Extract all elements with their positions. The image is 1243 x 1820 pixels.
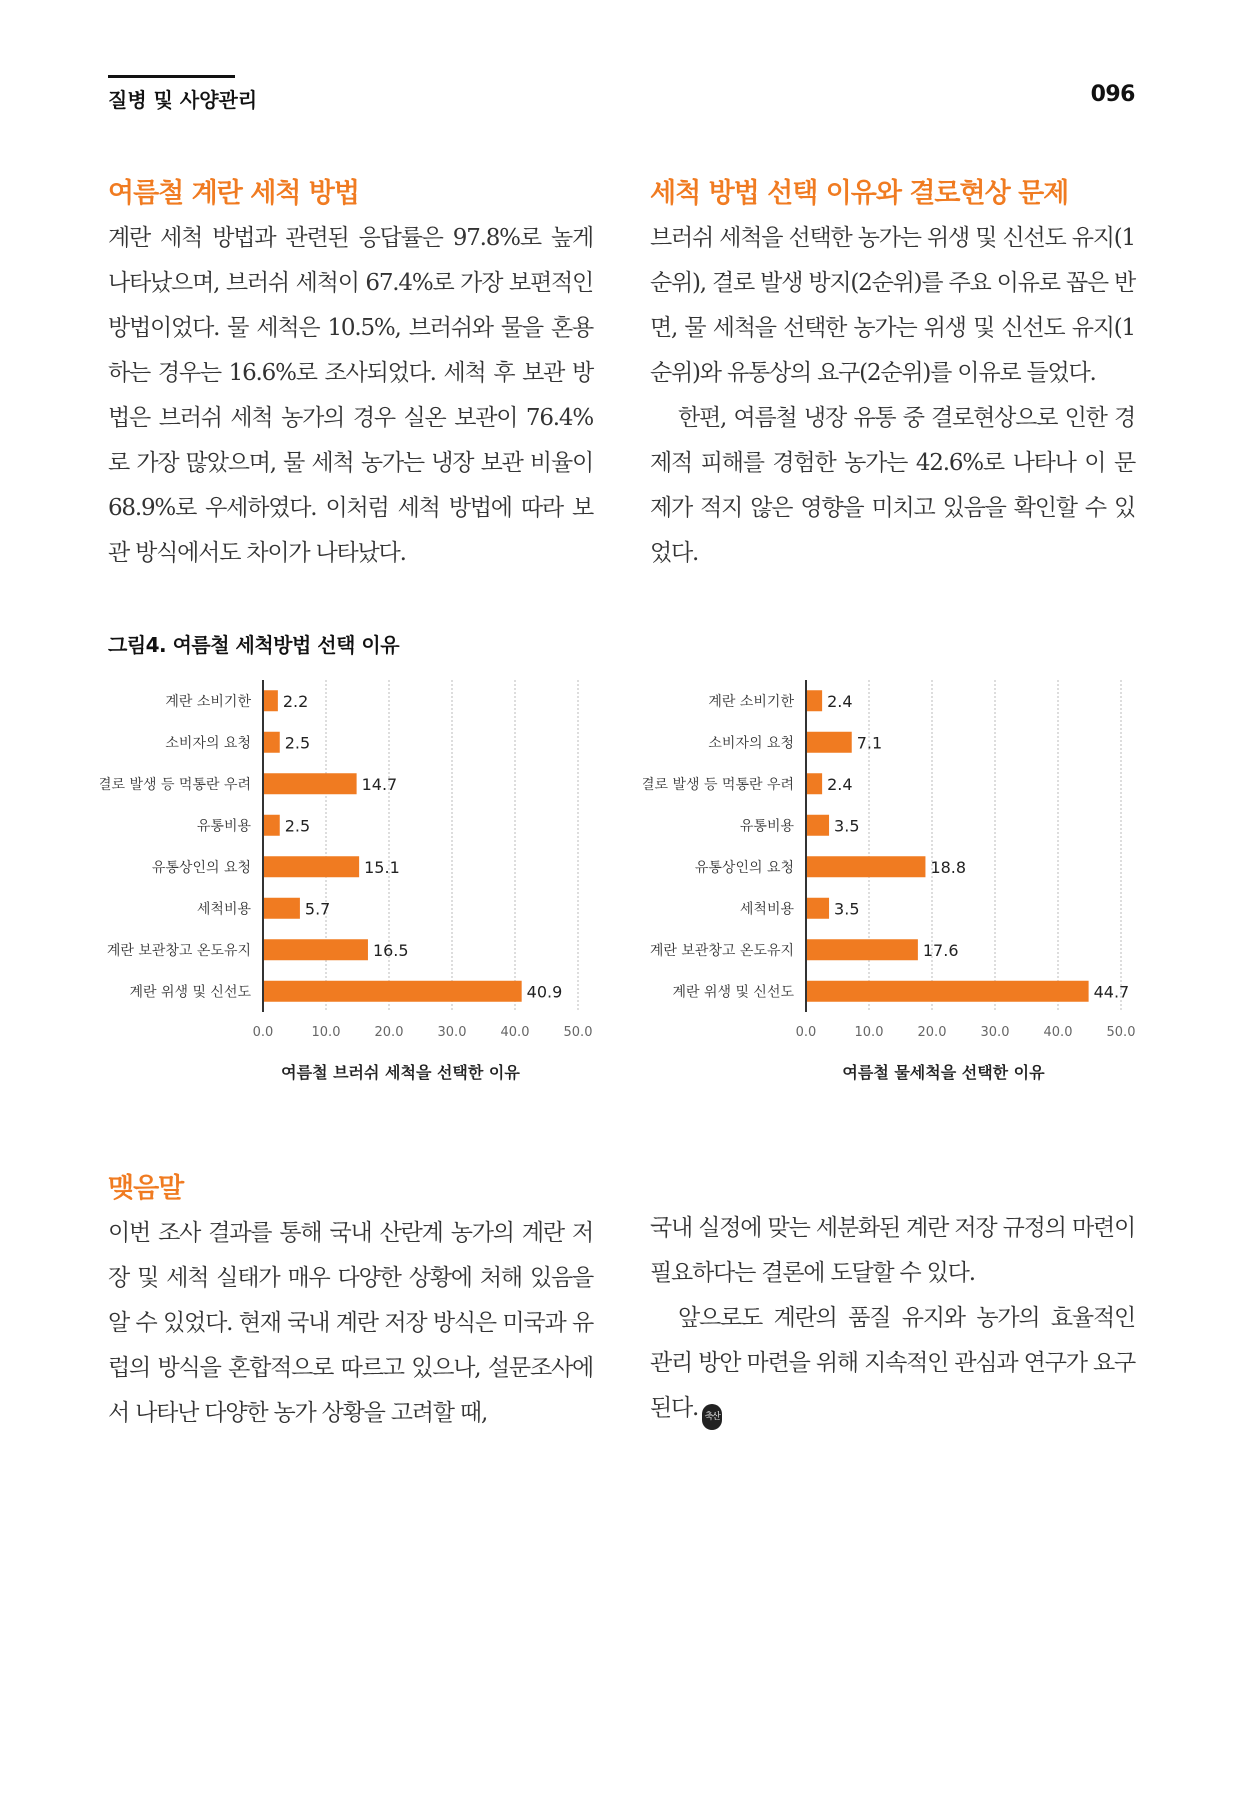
bar [264,898,300,919]
reason-paragraph-2: 한편, 여름철 냉장 유통 중 결로현상으로 인한 경제적 피해를 경험한 농가는 42.6%로 나타나 이 문제가 적지 않은 영향을 미치고 있음을 확인할 수 있었다. [650,405,1135,566]
category-label: 세척비용 [196,901,251,918]
bar [807,939,918,960]
washing-method-section [108,171,593,576]
category-label: 계란 보관창고 온도유지 [106,942,251,959]
category-label: 계란 위생 및 신선도 [672,984,794,1001]
conclusion-section [108,1166,593,1436]
section-label: 질병 및 사양관리 [108,88,258,112]
category-label: 계란 소비기한 [165,693,251,710]
bar [264,939,368,960]
reason-paragraph-1: 브러쉬 세척을 선택한 농가는 위생 및 신선도 유지(1순위), 결로 발생 방지(2순위)를 주요 이유로 꼽은 반면, 물 세척을 선택한 농가는 위생 및 신선도 유지(1순위)와 유통상의 요구(2순위)를 이유로 들었다. [650,225,1135,386]
x-axis-label: 여름철 물세척을 선택한 이유 [842,1063,1045,1082]
tick-label: 0.0 [795,1025,817,1040]
conclusion-continued [650,1206,1135,1431]
conclusion-paragraph-3 [650,1296,1135,1431]
data-label: 14.7 [361,774,398,794]
category-label: 결로 발생 등 먹통란 우려 [643,776,794,793]
data-label: 7.1 [856,733,883,753]
data-label: 17.6 [922,940,959,960]
data-label: 2.4 [827,691,853,711]
conclusion-paragraph-3-text: 앞으로도 계란의 품질 유지와 농가의 효율적인 관리 방안 마련을 위해 지속적인 관심과 연구가 요구된다. [650,1305,1135,1421]
category-label: 유통상인의 요청 [694,859,794,876]
data-label: 16.5 [372,940,409,960]
data-label: 5.7 [304,899,331,919]
bar [807,981,1089,1002]
category-label: 유통상인의 요청 [151,859,251,876]
data-label: 2.5 [284,733,311,753]
tick-label: 40.0 [500,1025,530,1040]
tick-label: 10.0 [854,1025,884,1040]
category-label: 세척비용 [739,901,794,918]
bar [264,815,280,836]
bar [264,981,522,1002]
bar [264,690,278,711]
data-label: 2.5 [284,816,311,836]
category-label: 계란 위생 및 신선도 [129,984,251,1001]
bar [807,898,829,919]
tick-label: 30.0 [437,1025,467,1040]
x-axis-label: 여름철 브러쉬 세척을 선택한 이유 [281,1063,520,1082]
tick-label: 30.0 [980,1025,1010,1040]
bar [807,815,829,836]
conclusion-paragraph-2: 국내 실정에 맞는 세분화된 계란 저장 규정의 마련이 필요하다는 결론에 도달할 수 있다. [650,1215,1135,1286]
tick-label: 20.0 [917,1025,947,1040]
data-label: 2.2 [282,691,309,711]
data-label: 40.9 [526,982,563,1002]
data-label: 3.5 [834,899,860,919]
water-chart-svg [643,672,1143,1092]
conclusion-paragraph-1: 이번 조사 결과를 통해 국내 산란계 농가의 계란 저장 및 세척 실태가 매우 다양한 상황에 처해 있음을 알 수 있었다. 현재 국내 계란 저장 방식은 미국과 유럽의 방식을 혼합적으로 따르고 있으나, 설문조사에서 나타난 다양한 농가 상황을 고려할 때, [108,1220,593,1426]
bar [807,773,822,794]
washing-method-text: 계란 세척 방법과 관련된 응답률은 97.8%로 높게 나타났으며, 브러쉬 세척이 67.4%로 가장 보편적인 방법이었다. 물 세척은 10.5%, 브러쉬와 물을 혼용하는 경우는 16.6%로 조사되었다. 세척 후 보관 방법은 브러쉬 세척 농가의 경우 실온 보관이 76.4%로 가장 많았으며, 물 세척 농가는 냉장 보관 비율이 68.9%로 우세하였다. 이처럼 세척 방법에 따라 보관 방식에서도 차이가 나타났다. [108,225,593,566]
page-number: 096 [1090,82,1135,107]
bar [264,732,280,753]
bar [807,856,925,877]
tick-label: 40.0 [1043,1025,1073,1040]
tick-label: 10.0 [311,1025,341,1040]
tick-label: 0.0 [252,1025,274,1040]
data-label: 2.4 [827,774,853,794]
category-label: 계란 소비기한 [708,693,794,710]
reason-heading: 세척 방법 선택 이유와 결로현상 문제 [650,178,1069,209]
tick-label: 20.0 [374,1025,404,1040]
data-label: 15.1 [364,857,400,877]
category-label: 유통비용 [739,818,794,835]
data-label: 18.8 [930,857,967,877]
data-label: 44.7 [1093,982,1130,1002]
brush-chart [100,672,600,1096]
conclusion-heading: 맺음말 [108,1173,184,1204]
water-chart [643,672,1143,1096]
end-mark-icon: 축산 [702,1404,722,1430]
bar [264,856,359,877]
reason-section [650,171,1135,576]
category-label: 유통비용 [196,818,251,835]
brush-chart-svg [100,672,600,1092]
figure-title: 그림4. 여름철 세척방법 선택 이유 [108,633,400,657]
category-label: 소비자의 요청 [708,735,794,752]
bar [807,690,822,711]
category-label: 소비자의 요청 [165,735,251,752]
tick-label: 50.0 [1106,1025,1136,1040]
header-rule [108,75,235,78]
category-label: 계란 보관창고 온도유지 [649,942,794,959]
bar [264,773,357,794]
bar [807,732,852,753]
washing-method-heading: 여름철 계란 세척 방법 [108,178,359,209]
tick-label: 50.0 [563,1025,593,1040]
category-label: 결로 발생 등 먹통란 우려 [100,776,251,793]
data-label: 3.5 [834,816,860,836]
